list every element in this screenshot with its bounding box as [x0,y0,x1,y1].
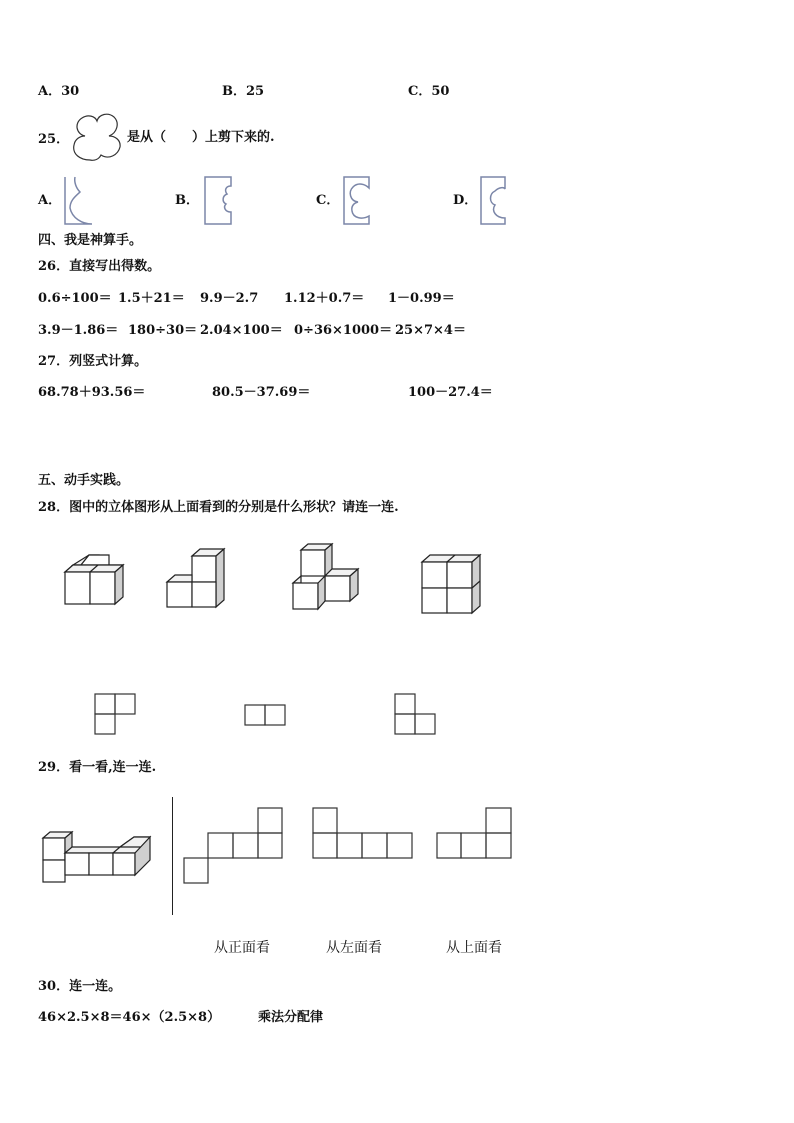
q29-view-b [312,807,414,860]
q25-option-d: D． [453,193,478,208]
q26-row2-item3: 2.04×100＝ [200,323,283,338]
q28-title: 28．图中的立体图形从上面看到的分别是什么形状？请连一连. [38,500,399,515]
section-4-title: 四、我是神算手。 [38,233,143,248]
option-c-paper-figure [340,174,374,226]
q25-question: 是从（ ）上剪下来的. [127,130,275,145]
q28-solid-2 [166,548,228,610]
q29-view-a [183,807,285,885]
q28-top-view-3 [394,693,436,735]
q27-item1: 68.78＋93.56＝ [38,385,146,400]
q26-row2-item4: 0÷36×1000＝ [294,323,393,338]
q26-title: 26．直接写出得数。 [38,259,161,274]
q30-law: 乘法分配律 [258,1010,324,1025]
q24-option-c: C．50 [408,84,450,99]
q28-top-view-1 [94,693,136,735]
q26-row1-item5: 1－0.99＝ [388,291,455,306]
q28-solid-1 [64,562,126,606]
q24-option-b: B．25 [222,84,265,99]
q26-row2-item2: 180÷30＝ [128,323,198,338]
option-b-paper-figure [201,174,235,226]
clover-shape-figure [68,108,124,164]
q29-label-front: 从正面看 [214,940,270,956]
q29-view-c [436,807,514,860]
q26-row1-item1: 0.6÷100＝ [38,291,112,306]
q25-option-a: A． [38,193,62,208]
q29-solid [42,830,154,884]
q24-option-a: A．30 [38,84,80,99]
q27-item2: 80.5－37.69＝ [212,385,311,400]
q27-item3: 100－27.4＝ [408,385,493,400]
q25-option-b: B． [175,193,199,208]
q28-solid-4 [421,554,483,616]
q26-row1-item2: 1.5＋21＝ [118,291,185,306]
option-a-paper-figure [62,174,96,226]
q25-number: 25． [38,132,70,147]
q26-row1-item4: 1.12＋0.7＝ [284,291,365,306]
option-d-paper-figure [477,174,511,226]
q29-label-left: 从左面看 [326,940,382,956]
q28-top-view-2 [244,704,286,726]
section-5-title: 五、动手实践。 [38,473,130,488]
q26-row1-item3: 9.9－2.7 [200,291,259,306]
q28-solid-3 [292,543,362,611]
q27-title: 27．列竖式计算。 [38,354,148,369]
q30-title: 30．连一连。 [38,979,122,994]
q26-row2-item5: 25×7×4＝ [395,323,466,338]
q29-divider [172,797,173,915]
q26-row2-item1: 3.9－1.86＝ [38,323,119,338]
q29-title: 29．看一看,连一连. [38,760,157,775]
q25-option-c: C． [316,193,340,208]
q30-expression: 46×2.5×8＝46×（2.5×8） [38,1010,221,1025]
q29-label-top: 从上面看 [446,940,502,956]
